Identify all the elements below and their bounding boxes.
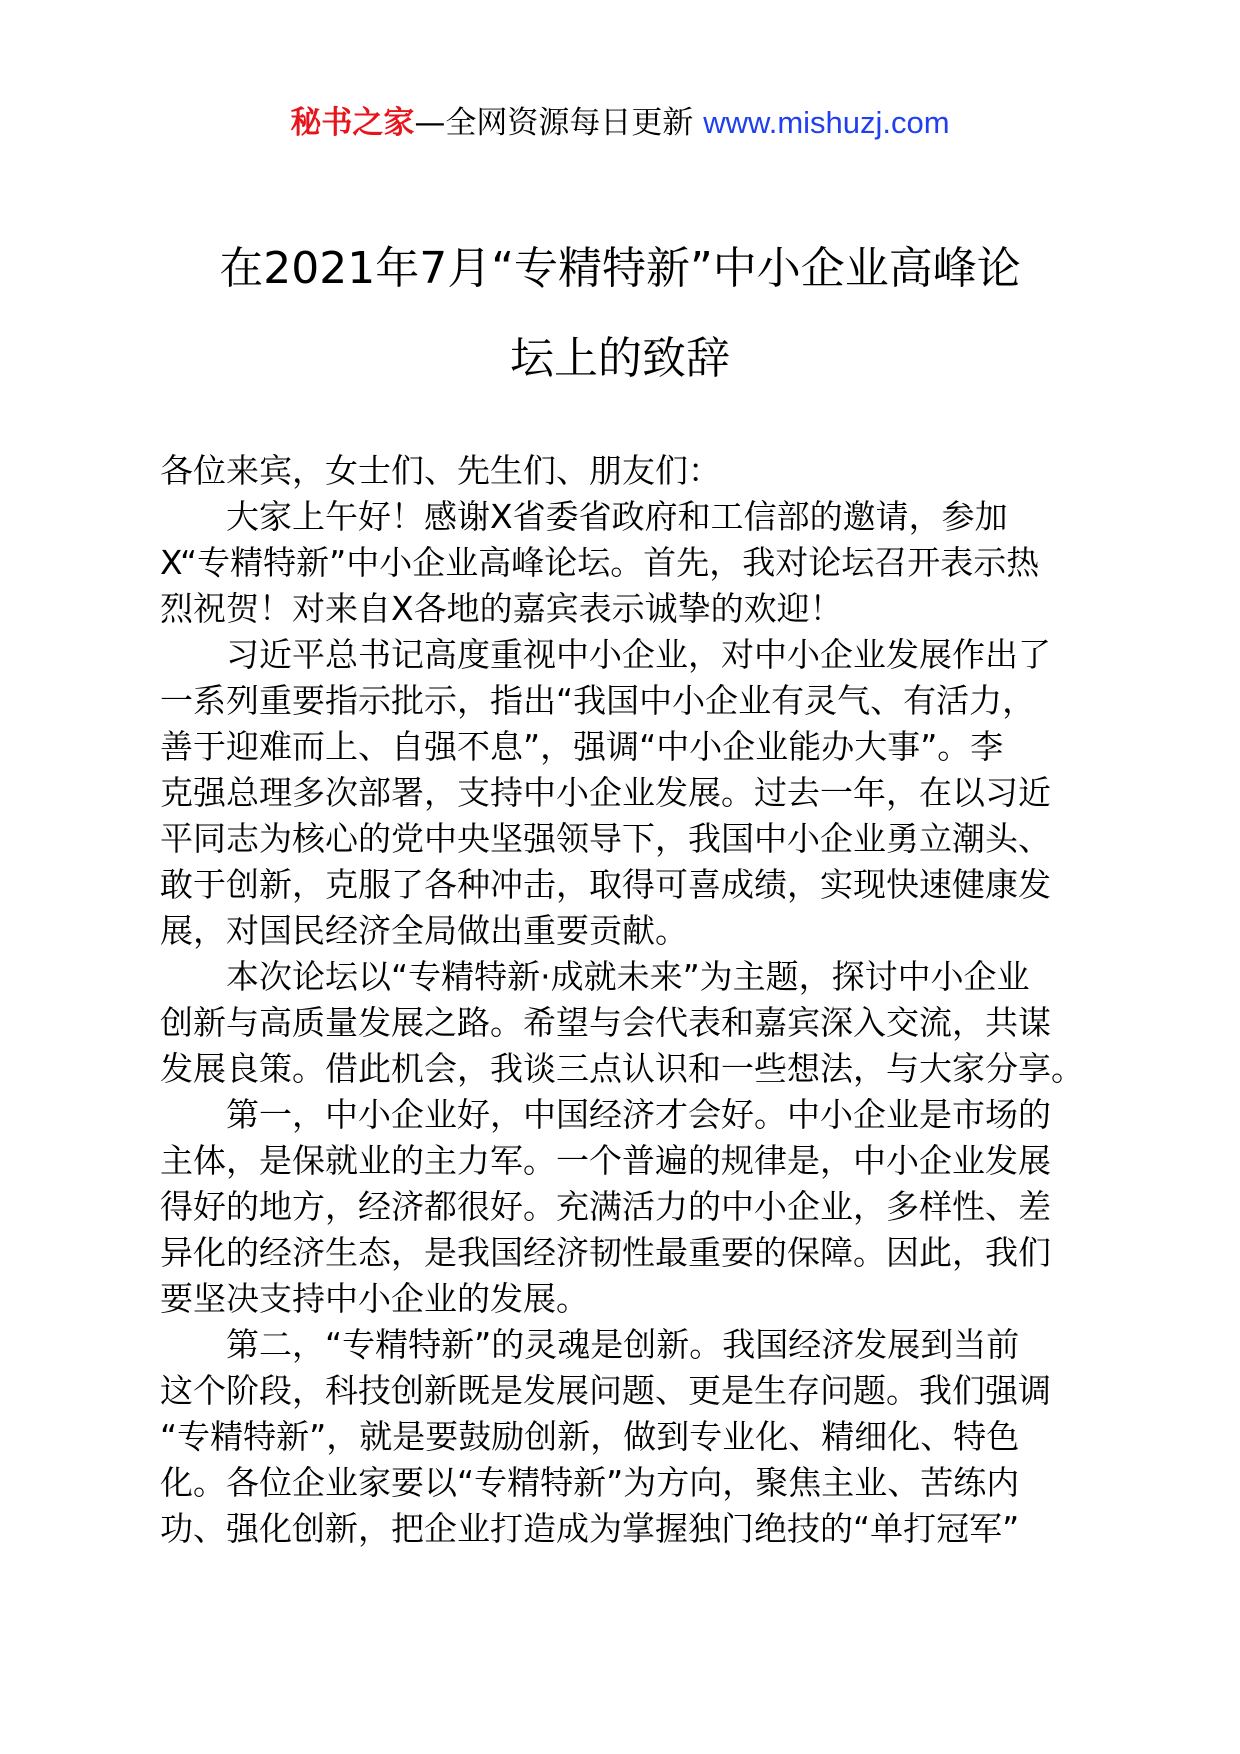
body-line: X“专精特新”中小企业高峰论坛。首先，我对论坛召开表示热: [160, 543, 1040, 582]
document-body: [160, 448, 1084, 1552]
body-line: 化。各位企业家要以“专精特新”为方向，聚焦主业、苦练内: [160, 1463, 1020, 1502]
body-line: “专精特新”，就是要鼓励创新，做到专业化、精细化、特色: [160, 1417, 1020, 1456]
body-line: 发展良策。借此机会，我谈三点认识和一些想法，与大家分享。: [160, 1049, 1084, 1088]
body-line: 习近平总书记高度重视中小企业，对中小企业发展作出了: [226, 635, 1051, 674]
body-line: 创新与高质量发展之路。希望与会代表和嘉宾深入交流，共谋: [160, 1003, 1051, 1042]
body-line: 这个阶段，科技创新既是发展问题、更是生存问题。我们强调: [160, 1371, 1051, 1410]
body-line: 善于迎难而上、自强不息”，强调“中小企业能办大事”。李: [160, 727, 1004, 766]
body-line: 要坚决支持中小企业的发展。: [160, 1279, 589, 1318]
body-line: 本次论坛以“专精特新·成就未来”为主题，探讨中小企业: [226, 957, 1030, 996]
body-line: 平同志为核心的党中央坚强领导下，我国中小企业勇立潮头、: [160, 819, 1051, 858]
document-title-line-1: 在2021年7月“专精特新”中小企业高峰论: [219, 243, 1021, 294]
body-line: 功、强化创新，把企业打造成为掌握独门绝技的“单打冠军”: [160, 1509, 1020, 1548]
body-line: 第一，中小企业好，中国经济才会好。中小企业是市场的: [226, 1095, 1051, 1134]
brand-name: 秘书之家: [290, 105, 415, 141]
body-line: 展，对国民经济全局做出重要贡献。: [160, 911, 688, 950]
body-line: 得好的地方，经济都很好。充满活力的中小企业，多样性、差: [160, 1187, 1051, 1226]
body-line: 异化的经济生态，是我国经济韧性最重要的保障。因此，我们: [160, 1233, 1051, 1272]
site-url[interactable]: www.mishuzj.com: [703, 105, 950, 140]
body-line: 一系列重要指示批示，指出“我国中小企业有灵气、有活力，: [160, 681, 1036, 720]
body-line: 敢于创新，克服了各种冲击，取得可喜成绩，实现快速健康发: [160, 865, 1051, 904]
body-line: 大家上午好！感谢X省委省政府和工信部的邀请，参加: [226, 497, 1008, 536]
document-title-line-2: 坛上的致辞: [510, 333, 730, 384]
body-line: 主体，是保就业的主力军。一个普遍的规律是，中小企业发展: [160, 1141, 1051, 1180]
header-slogan: —全网资源每日更新: [414, 105, 704, 141]
body-line: 克强总理多次部署，支持中小企业发展。过去一年，在以习近: [160, 773, 1051, 812]
site-header: [0, 103, 1240, 143]
salutation: 各位来宾，女士们、先生们、朋友们：: [160, 451, 721, 490]
body-line: 烈祝贺！对来自X各地的嘉宾表示诚挚的欢迎！: [160, 589, 843, 628]
body-line: 第二，“专精特新”的灵魂是创新。我国经济发展到当前: [226, 1325, 1020, 1364]
